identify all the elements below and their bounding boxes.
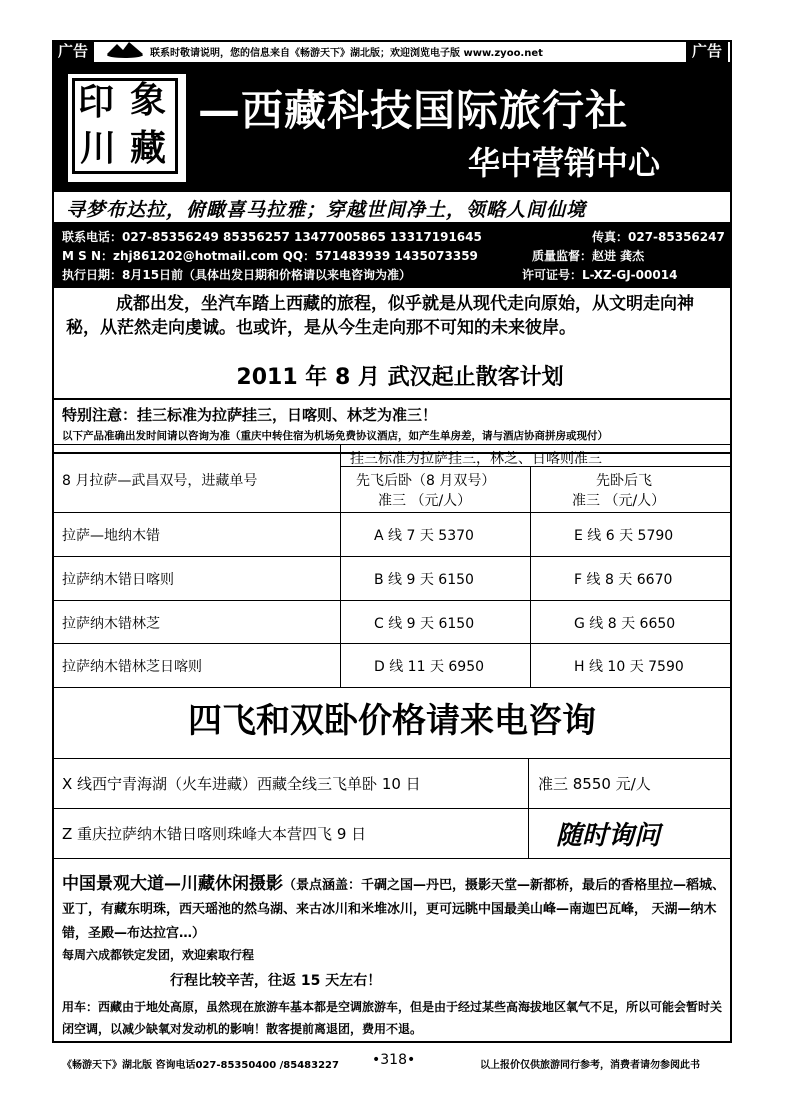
scenic-route (62, 872, 726, 946)
price-train-first: G 线 8 天 6650 (574, 616, 676, 632)
seal-logo (66, 72, 188, 184)
seal-char: 象 (130, 79, 167, 121)
contact-msn-qq: M S N：zhj861202@hotmail.com QQ：571483939 1435073359 (62, 249, 478, 263)
contact-license: 许可证号：L-XZ-GJ-00014 (522, 268, 678, 282)
intro-text: 成都出发，坐汽车踏上西藏的旅程，似乎就是从现代走向原始，从文明走向神秘，从茫然走向虔诚。也或许，是从今生走向那不可知的未来彼岸。 (66, 294, 694, 338)
contact-dates: 执行日期：8月15日前（具体出发日期和价格请以来电咨询为准） (62, 268, 412, 282)
price-fly-first: D 线 11 天 6950 (374, 659, 485, 675)
intro-paragraph (66, 292, 726, 340)
route-name: 拉萨纳木错林芝 (62, 616, 160, 632)
table-group-header: 挂三标准为拉萨挂三，林芝、日喀则准三 (350, 451, 602, 467)
contact-box (54, 222, 730, 288)
trip-duration: 行程比较辛苦，往返 15 天左右！ (170, 973, 382, 989)
price-train-first: H 线 10 天 7590 (574, 659, 684, 675)
ad-tag-right: 广告 (686, 40, 728, 62)
saturday-departure: 每周六成都铁定发团，欢迎索取行程 (62, 948, 255, 962)
slogan: 寻梦布达拉，俯瞰喜马拉雅；穿越世间净土，领略人间仙境 (66, 199, 587, 221)
seal-char: 川 (80, 127, 117, 169)
vehicle-note: 用车：西藏由于地处高原，虽然现在旅游车基本都是空调旅游车，但是由于经过某些高海拔地区氧气不足，所以可能会暂时关闭空调，以减少缺氧对发动机的影响！散客提前离退团，费用不退。 (62, 1000, 723, 1036)
seal-char: 印 (78, 81, 115, 123)
special-notice (54, 398, 730, 454)
price-fly-first: B 线 9 天 6150 (374, 572, 474, 588)
consult-notice: 四飞和双卧价格请来电咨询 (188, 701, 596, 741)
agency-subtitle: 华中营销中心 (468, 144, 661, 182)
x-line-route: X 线西宁青海湖（火车进藏）西藏全线三飞单卧 10 日 (62, 775, 421, 793)
notice-line-1: 特别注意：挂三标准为拉萨挂三，日喀则、林芝为准三！ (62, 406, 438, 424)
col-header-fly-first: 先飞后卧（8 月双号） (356, 473, 496, 489)
notice-line-2: 以下产品准确出发时间请以咨询为准（重庆中转住宿为机场免费协议酒店，如产生单房差，请与酒店协商拼房或现付） (62, 430, 608, 442)
table-left-header: 8 月拉萨—武昌双号，进藏单号 (62, 473, 258, 489)
price-train-first: E 线 6 天 5790 (574, 528, 674, 544)
scenic-text: （景点涵盖：千碉之国—丹巴，摄影天堂—新都桥，最后的香格里拉—稻城、亚丁，有藏东明珠，西天瑶池的然乌湖、来古冰川和米堆冰川，更可远眺中国最美山峰—南迦巴瓦峰， 天湖—纳木错，圣殿—布达拉宫…） (62, 878, 726, 941)
contact-fax: 传真：027-85356247 (592, 230, 725, 244)
col-header-train-first: 先卧后飞 (596, 473, 652, 489)
col-header-unit-1: 准三 （元/人） (378, 493, 472, 509)
route-name: 拉萨纳木错日喀则 (62, 572, 174, 588)
agency-title: —西藏科技国际旅行社 (198, 86, 629, 135)
contact-supervisor: 质量监督：赵进 龚杰 (532, 249, 645, 263)
route-name: 拉萨—地纳木错 (62, 528, 160, 544)
ad-tag-left: 广告 (52, 40, 94, 62)
footer-left: 《畅游天下》湖北版 咨询电话027-85350400 /85483227 (62, 1060, 339, 1071)
page-number: •318• (372, 1052, 416, 1068)
x-line-price: 准三 8550 元/人 (538, 775, 651, 793)
z-line-route: Z 重庆拉萨纳木错日喀则珠峰大本营四飞 9 日 (62, 825, 367, 843)
price-fly-first: A 线 7 天 5370 (374, 528, 474, 544)
scenic-lead: 中国景观大道—川藏休闲摄影 (62, 874, 283, 894)
col-header-unit-2: 准三 （元/人） (572, 493, 666, 509)
seal-char: 藏 (130, 127, 167, 169)
source-notice: 联系时敬请说明，您的信息来自《畅游天下》湖北版；欢迎浏览电子版 www.zyoo.net (150, 48, 543, 59)
price-fly-first: C 线 9 天 6150 (374, 616, 475, 632)
plan-title: 2011 年 8 月 武汉起止散客计划 (236, 365, 564, 390)
contact-phone: 联系电话：027-85356249 85356257 13477005865 13317191645 (62, 230, 482, 244)
route-name: 拉萨纳木错林芝日喀则 (62, 659, 202, 675)
price-train-first: F 线 8 天 6670 (574, 572, 673, 588)
z-line-price: 随时询问 (556, 821, 661, 851)
footer-right: 以上报价仅供旅游同行参考，消费者请勿参阅此书 (480, 1060, 700, 1071)
